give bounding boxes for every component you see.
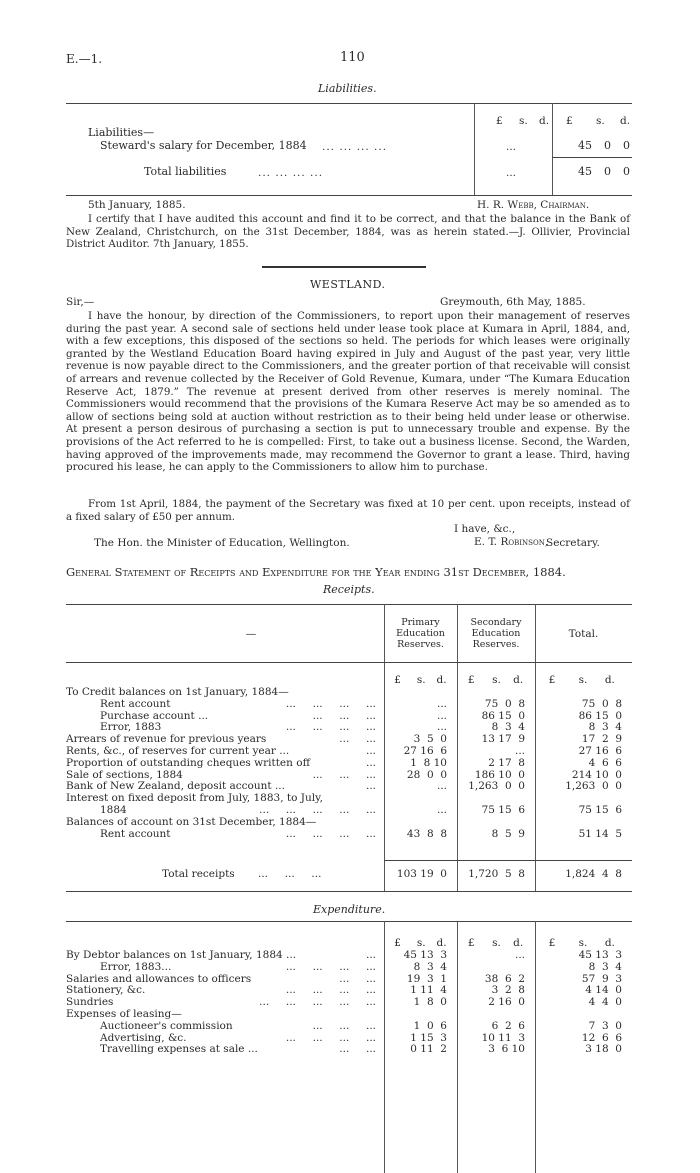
receipt-row-label: Proportion of outstanding cheques written off <box>66 756 311 769</box>
amount-cell-t: 75 15 6 <box>578 804 622 816</box>
liabilities-title: Liabilities. <box>318 82 377 95</box>
signoff-signatory: H. R. Webb, Chairman. <box>477 199 590 211</box>
amount-cell-p: 27 16 6 <box>403 745 447 757</box>
col-head-l: £ <box>467 674 475 686</box>
leader-dots: ... ... ... <box>312 1019 376 1032</box>
amount-cell-s: 3 6 10 <box>488 1043 525 1056</box>
amount-cell-t: 17 2 9 <box>581 733 622 746</box>
amount-cell-t: 51 14 5 <box>578 827 622 840</box>
amount-cell-t: 45 13 3 <box>578 949 622 961</box>
liability-item-label: Steward's salary for December, 1884 <box>100 139 307 152</box>
col-head-s: s. <box>416 674 426 686</box>
leader-dots: ... ... ... ... ... <box>259 804 376 816</box>
receipt-row-label: Interest on fixed deposit from July, 1883, to July, <box>66 792 323 805</box>
expenditure-row-label: Stationery, &c. <box>66 984 146 997</box>
receipt-row-label: Rent account <box>100 697 171 710</box>
section-divider <box>262 266 426 268</box>
audit-certificate: I certify that I have audited this account and find it to be correct, and that the balance in the Bank of New Zealand, Christchurch, on the 31st December, 1884, was as herein stated.—J. Ollivier, Provincial District Auditor. 7th January, 1855. <box>66 213 630 251</box>
leader-dots: ... ... ... ... <box>285 1031 376 1044</box>
column-dash: — <box>245 628 257 640</box>
liability-item-pence: 0 <box>623 139 630 152</box>
receipt-row-label: Purchase account ... <box>100 709 209 722</box>
receipt-row-label: Error, 1883 <box>100 721 162 734</box>
amount-cell-s: 8 5 9 <box>491 827 525 840</box>
col-head-l: £ <box>394 937 401 949</box>
letter-paragraph: I have the honour, by direction of the Commissioners, to report upon their management of reserves during the past year. A second sale of sections held under lease took place at Kumara in April, 1884, and, with a few exceptions, this disposed of the sections so held. The periods for which leases were originally granted by the Westland Education Board having expired in July and August of the past year, very little revenue is now payable direct to the Commissioners, and the greater portion of that receivable will consist of arrears and revenue collected by the Receiver of Gold Revenue, Kumara, under “The Kumara Education Reserve Act, 1879.” The revenue at present derived from other reserves is merely nominal. The Commissioners would recommend that the provisions of the Kumara Reserve Act may be so amended as to allow of sections being sold at auction without restriction as to their being held under lease or otherwise. At present a person desirous of purchasing a section is put to unnecessary trouble and expense. By the provisions of the Act referred to he is compelled: First, to take out a business license. Second, the Warden, having approved of the improvements made, may recommend the Governor to grant a lease. Third, having procured his lease, he can apply to the Commissioners to allow him to purchase. <box>66 310 630 474</box>
col-primary-head: Primary <box>401 617 440 628</box>
receipt-row-label: Bank of New Zealand, deposit account ... <box>66 780 285 793</box>
letter-place-date: Greymouth, 6th May, 1885. <box>440 296 586 308</box>
receipt-row-label: To Credit balances on 1st January, 1884— <box>66 686 289 698</box>
amount-cell-t: 214 10 0 <box>571 768 622 781</box>
amount-cell-t: 8 3 4 <box>588 721 622 734</box>
rule <box>384 860 632 861</box>
col-primary-head: Reserves. <box>397 639 444 650</box>
receipt-row-label: Sale of sections, 1884 <box>66 768 183 781</box>
col-head-d: d. <box>436 674 447 686</box>
expenditure-row-label: Auctioneer's commission <box>100 1019 233 1032</box>
rule <box>552 157 632 158</box>
leader-dots: ... ... <box>339 1043 376 1056</box>
amount-cell-p: 8 3 4 <box>413 960 447 973</box>
total-liabilities-shillings: 0 <box>604 165 611 178</box>
amount-cell-t: 75 0 8 <box>581 697 622 710</box>
amount-cell-s: 2 16 0 <box>488 996 525 1009</box>
col-head-l: £ <box>566 115 573 127</box>
expenditure-row-label: Expenses of leasing— <box>66 1008 182 1020</box>
expenditure-title: Expenditure. <box>313 903 386 916</box>
amount-cell-p: 1 15 3 <box>410 1031 447 1044</box>
salutation: Sir,— <box>66 296 95 308</box>
amount-cell-t: 3 18 0 <box>585 1043 622 1056</box>
total-liabilities-pence: 0 <box>623 165 630 178</box>
amount-cell-s: 2 17 8 <box>488 756 525 769</box>
receipt-row-label: Rents, &c., of reserves for current year ... <box>66 745 290 757</box>
col-head-d: d. <box>620 115 631 127</box>
amount-cell-p: 1 8 10 <box>410 756 447 769</box>
rule <box>552 103 553 195</box>
liability-item-pounds: 45 <box>578 139 592 152</box>
leader-dots: ... ... ... ... ... <box>259 996 376 1009</box>
col-head-d: d. <box>604 674 615 686</box>
rule <box>66 662 632 663</box>
receipt-row-label: Arrears of revenue for previous years <box>66 733 267 746</box>
col-total-head: Total. <box>568 628 599 640</box>
letter-addressee: The Hon. the Minister of Education, Wellington. <box>94 537 350 549</box>
leader-dots: ... ... <box>339 733 376 746</box>
amount-cell-t: 1,824 4 8 <box>565 868 622 880</box>
amount-cell-p: 1 8 0 <box>413 996 447 1009</box>
leader-dots: ... <box>365 756 376 769</box>
amount-cell-t: 4 6 6 <box>588 756 622 769</box>
amount-cell-s: 1,263 0 0 <box>468 780 525 793</box>
col-head-s: s. <box>492 937 501 949</box>
col-head-d: d. <box>436 937 447 949</box>
rule <box>66 103 632 104</box>
amount-cell-s: ... <box>514 949 525 961</box>
amount-cell-p: ... <box>436 780 447 793</box>
leader-dots: ... ... <box>339 972 376 985</box>
leader-dots: ... ... ... ... <box>322 141 388 153</box>
expenditure-row-label: Advertising, &c. <box>100 1031 187 1044</box>
amount-cell-p: 1 0 6 <box>413 1019 447 1032</box>
amount-cell-s: 186 10 0 <box>474 768 525 781</box>
expenditure-row-label: Travelling expenses at sale ... <box>100 1043 258 1056</box>
amount-cell-s: 86 15 0 <box>481 709 525 722</box>
col-head-d: d. <box>604 937 615 949</box>
amount-cell-p: ... <box>436 697 447 710</box>
expenditure-row-label: Sundries <box>66 996 114 1009</box>
rule <box>474 103 475 195</box>
col-head-s: s. <box>519 115 528 127</box>
westland-heading: WESTLAND. <box>310 278 386 291</box>
rule <box>66 921 632 922</box>
col-secondary-head: Education <box>471 628 521 639</box>
leader-dots: ... ... ... ... <box>285 721 376 734</box>
leader-dots: ... ... ... <box>258 868 322 880</box>
receipt-row-label: Rent account <box>100 827 171 840</box>
amount-cell-p: ... <box>436 721 447 734</box>
signoff-date: 5th January, 1885. <box>88 199 186 211</box>
letter-closing: I have, &c., <box>454 523 516 535</box>
rule <box>66 195 632 196</box>
leader-dots: ... ... ... <box>312 709 376 722</box>
amount-cell-t: 4 14 0 <box>585 984 622 997</box>
amount-cell-t: 86 15 0 <box>578 709 622 722</box>
total-receipts-label: Total receipts <box>162 868 235 880</box>
amount-cell-s: 8 3 4 <box>491 721 525 734</box>
amount-cell-t: 57 9 3 <box>581 972 622 985</box>
leader-dots: ... <box>365 780 376 793</box>
liability-item-shillings: 0 <box>604 139 611 152</box>
col-head-d: d. <box>539 115 550 127</box>
amount-cell-p: 1 11 4 <box>410 984 447 997</box>
amount-cell-p: 103 19 0 <box>396 868 447 880</box>
receipt-row-label: Balances of account on 31st December, 1884— <box>66 815 317 828</box>
letter-signatory-title: Secretary. <box>546 537 600 549</box>
amount-cell-s: 3 2 8 <box>491 984 525 997</box>
col-head-l: £ <box>467 937 475 949</box>
expenditure-row-label: Error, 1883... <box>100 960 172 973</box>
amount-cell-p: 45 13 3 <box>403 949 447 961</box>
leader-dots: ... ... ... ... <box>285 960 376 973</box>
statement-title: General Statement of Receipts and Expenditure for the Year ending 31st December, 1884. <box>66 565 566 579</box>
col-head-s: s. <box>492 674 501 686</box>
letter-signatory: E. T. Robinson, <box>474 536 549 548</box>
col-head-l: £ <box>548 674 556 686</box>
col-head-s: s. <box>416 937 426 949</box>
amount-cell-t: 1,263 0 0 <box>565 780 622 793</box>
liabilities-group-label: Liabilities— <box>88 126 155 139</box>
col-secondary-head: Reserves. <box>472 639 520 650</box>
expenditure-row-label: By Debtor balances on 1st January, 1884 ... <box>66 949 297 961</box>
amount-cell-t: 27 16 6 <box>578 745 622 757</box>
amount-cell-p: ... <box>436 709 447 722</box>
col-head-s: s. <box>578 674 588 686</box>
col-head-l: £ <box>496 115 503 127</box>
leader-dots: ... <box>365 949 376 961</box>
page-number: 110 <box>340 50 365 65</box>
leader-dots: ... ... ... ... <box>258 167 324 179</box>
receipt-row-label: 1884 <box>100 804 127 816</box>
col-head-s: s. <box>596 115 605 127</box>
leader-dots: ... ... ... <box>312 768 376 781</box>
amount-cell-s: 10 11 3 <box>481 1031 525 1044</box>
letter-body-2 <box>66 498 630 523</box>
amount-cell-s: 38 6 2 <box>484 972 525 985</box>
amount-cell-p: 43 8 8 <box>406 827 447 840</box>
amount-cell-s: 13 17 9 <box>481 733 525 746</box>
total-liabilities-label: Total liabilities <box>144 165 227 178</box>
leader-dots: ... ... ... ... <box>285 827 376 840</box>
amount-cell-p: ... <box>436 804 447 816</box>
amount-cell-s: 6 2 6 <box>491 1019 525 1032</box>
col-head-d: d. <box>513 674 524 686</box>
receipts-title: Receipts. <box>323 583 375 596</box>
letter-paragraph: From 1st April, 1884, the payment of the Secretary was fixed at 10 per cent. upon receipts, instead of a fixed salary of £50 per annum. <box>66 498 630 523</box>
leader-dots: ... ... ... ... <box>285 697 376 710</box>
amount-cell-s: 1,720 5 8 <box>468 868 525 880</box>
total-liabilities-empty: ... <box>506 167 517 179</box>
letter-body <box>66 310 630 474</box>
amount-cell-t: 8 3 4 <box>588 960 622 973</box>
expenditure-row-label: Salaries and allowances to officers <box>66 972 252 985</box>
amount-cell-s: 75 0 8 <box>484 697 525 710</box>
col-head-s: s. <box>578 937 588 949</box>
amount-cell-p: 19 3 1 <box>406 972 447 985</box>
col-secondary-head: Secondary <box>470 617 522 628</box>
col-head-l: £ <box>548 937 556 949</box>
rule <box>66 604 632 605</box>
amount-cell-p: 3 5 0 <box>413 733 447 746</box>
amount-cell-p: 28 0 0 <box>406 768 447 781</box>
rule <box>66 891 632 892</box>
amount-cell-s: ... <box>514 745 525 757</box>
col-head-l: £ <box>394 674 401 686</box>
report-reference: E.—1. <box>66 52 103 66</box>
amount-cell-p: 0 11 2 <box>410 1043 447 1056</box>
amount-cell-t: 7 3 0 <box>588 1019 622 1032</box>
amount-cell-t: 12 6 6 <box>581 1031 622 1044</box>
liability-item-empty: ... <box>506 141 517 153</box>
amount-cell-s: 75 15 6 <box>481 804 525 816</box>
leader-dots: ... ... ... ... <box>285 984 376 997</box>
col-primary-head: Education <box>396 628 445 639</box>
col-head-d: d. <box>513 937 524 949</box>
leader-dots: ... <box>365 745 376 757</box>
total-liabilities-pounds: 45 <box>578 165 592 178</box>
amount-cell-t: 4 4 0 <box>588 996 622 1009</box>
